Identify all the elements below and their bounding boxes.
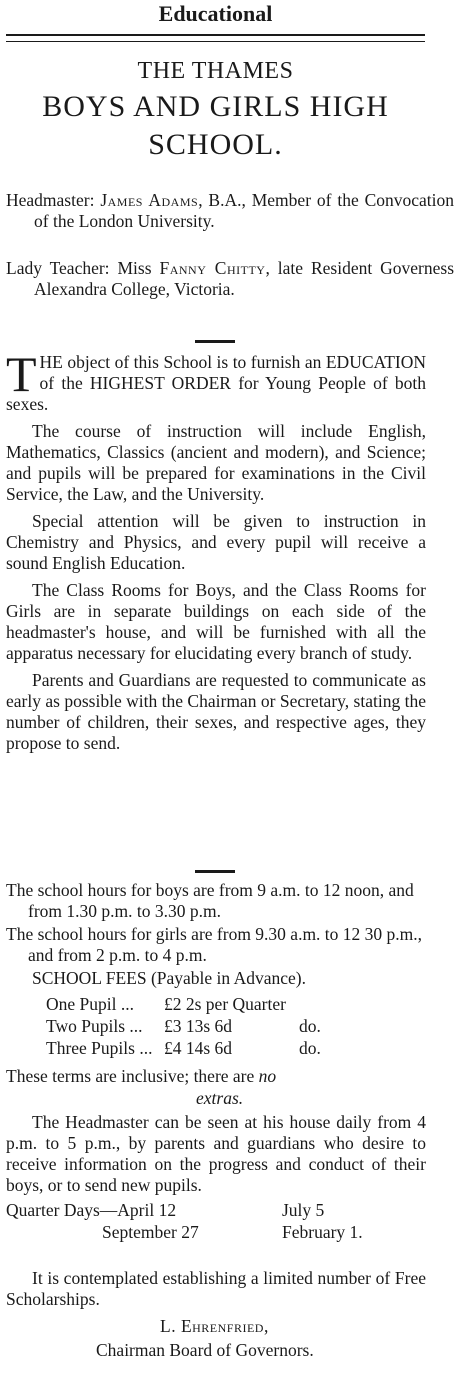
paragraph-object-text: HE object of this School is to furnish an EDUCATION of the HIGHEST ORDER for Young People of both sexes. <box>6 352 426 414</box>
scholarships <box>6 1268 426 1310</box>
paragraph-special: Special attention will be given to instruction in Chemistry and Physics, and every pupil will receive a sound English Education. <box>6 511 426 573</box>
signature-name-text: L. Ehrenfried, <box>160 1316 269 1336</box>
drop-cap: T <box>6 346 37 402</box>
signature-name <box>160 1316 269 1337</box>
lady-teacher-details: , late Resident Governess Alexandra College, Victoria. <box>34 258 454 299</box>
paragraph-class-rooms: The Class Rooms for Boys, and the Class Rooms for Girls are in separate buildings on each side of the headmaster's house, and will be furnished with all the apparatus necessary for elucidating every branch of study. <box>6 580 426 663</box>
fees-table <box>46 994 321 1060</box>
paragraph-parents: Parents and Guardians are requested to communicate as early as possible with the Chairman or Secretary, stating the number of children, their sexes, and respective ages, they propose to send. <box>6 670 426 753</box>
fee-row <box>46 1038 321 1060</box>
divider-2 <box>195 870 235 873</box>
fee-amount: £3 13s 6d <box>164 1016 233 1036</box>
title-line-2: BOYS AND GIRLS HIGH <box>42 90 389 123</box>
divider-1 <box>195 340 235 343</box>
fees-note <box>6 1066 426 1087</box>
paragraph-object <box>6 346 426 415</box>
headmaster-role: Headmaster: <box>6 190 95 210</box>
quarter-days-label: Quarter Days—April 12 <box>6 1200 177 1220</box>
headmaster-entry <box>6 190 454 232</box>
fee-row <box>46 1016 321 1038</box>
hours-boys: The school hours for boys are from 9 a.m. to 12 noon, and from 1.30 p.m. to 3.30 p.m. <box>6 880 414 921</box>
quarter-day-september: September 27 <box>102 1222 199 1242</box>
fees-note-extras: extras. <box>196 1088 244 1108</box>
section-heading: Educational <box>158 1 273 26</box>
fee-amount: £2 2s per Quarter <box>164 994 286 1014</box>
fee-suffix: do. <box>299 1016 321 1036</box>
lady-teacher-role: Lady Teacher: <box>6 258 110 278</box>
fee-suffix: do. <box>299 1038 321 1058</box>
signature-title: Chairman Board of Governors. <box>96 1340 314 1360</box>
fee-row <box>46 994 321 1016</box>
fee-label: One Pupil ... <box>46 994 134 1014</box>
quarter-days <box>6 1200 426 1244</box>
lady-teacher-prefix: Miss <box>117 258 152 278</box>
scholarships-paragraph: It is contemplated establishing a limited number of Free Scholarships. <box>6 1268 426 1309</box>
heading-rule <box>6 34 425 42</box>
fee-label: Two Pupils ... <box>46 1016 143 1036</box>
fee-amount: £4 14s 6d <box>164 1038 233 1058</box>
fees-note-text: These terms are inclusive; there are <box>6 1066 255 1086</box>
headmaster-details: , B.A., Member of the Convocation of the London University. <box>34 190 454 231</box>
quarter-day-february: February 1. <box>282 1222 363 1242</box>
hours-girls: The school hours for girls are from 9.30 a.m. to 12 30 p.m., and from 2 p.m. to 4 p.m. <box>6 924 423 965</box>
quarter-day-july: July 5 <box>282 1200 325 1220</box>
school-hours <box>6 880 426 968</box>
visit-info <box>6 1112 426 1196</box>
fee-label: Three Pupils ... <box>46 1038 153 1058</box>
title-line-3: SCHOOL. <box>148 128 283 161</box>
title-line-1: THE THAMES <box>137 58 294 84</box>
body-text <box>6 346 426 760</box>
fees-note-no: no <box>258 1066 277 1086</box>
paragraph-course: The course of instruction will include English, Mathematics, Classics (ancient and modern), and Science; and pupils will be prepared for examinations in the Civil Service, the Law, and the University. <box>6 421 426 504</box>
lady-teacher-entry <box>6 258 454 300</box>
headmaster-name: James Adams <box>100 190 199 210</box>
visit-paragraph: The Headmaster can be seen at his house daily from 4 p.m. to 5 p.m., by parents and guardians who desire to receive information on the progress and conduct of their boys, or to send new pupils. <box>6 1112 426 1195</box>
lady-teacher-name: Fanny Chitty <box>159 258 266 278</box>
fees-title: SCHOOL FEES (Payable in Advance). <box>32 968 306 988</box>
